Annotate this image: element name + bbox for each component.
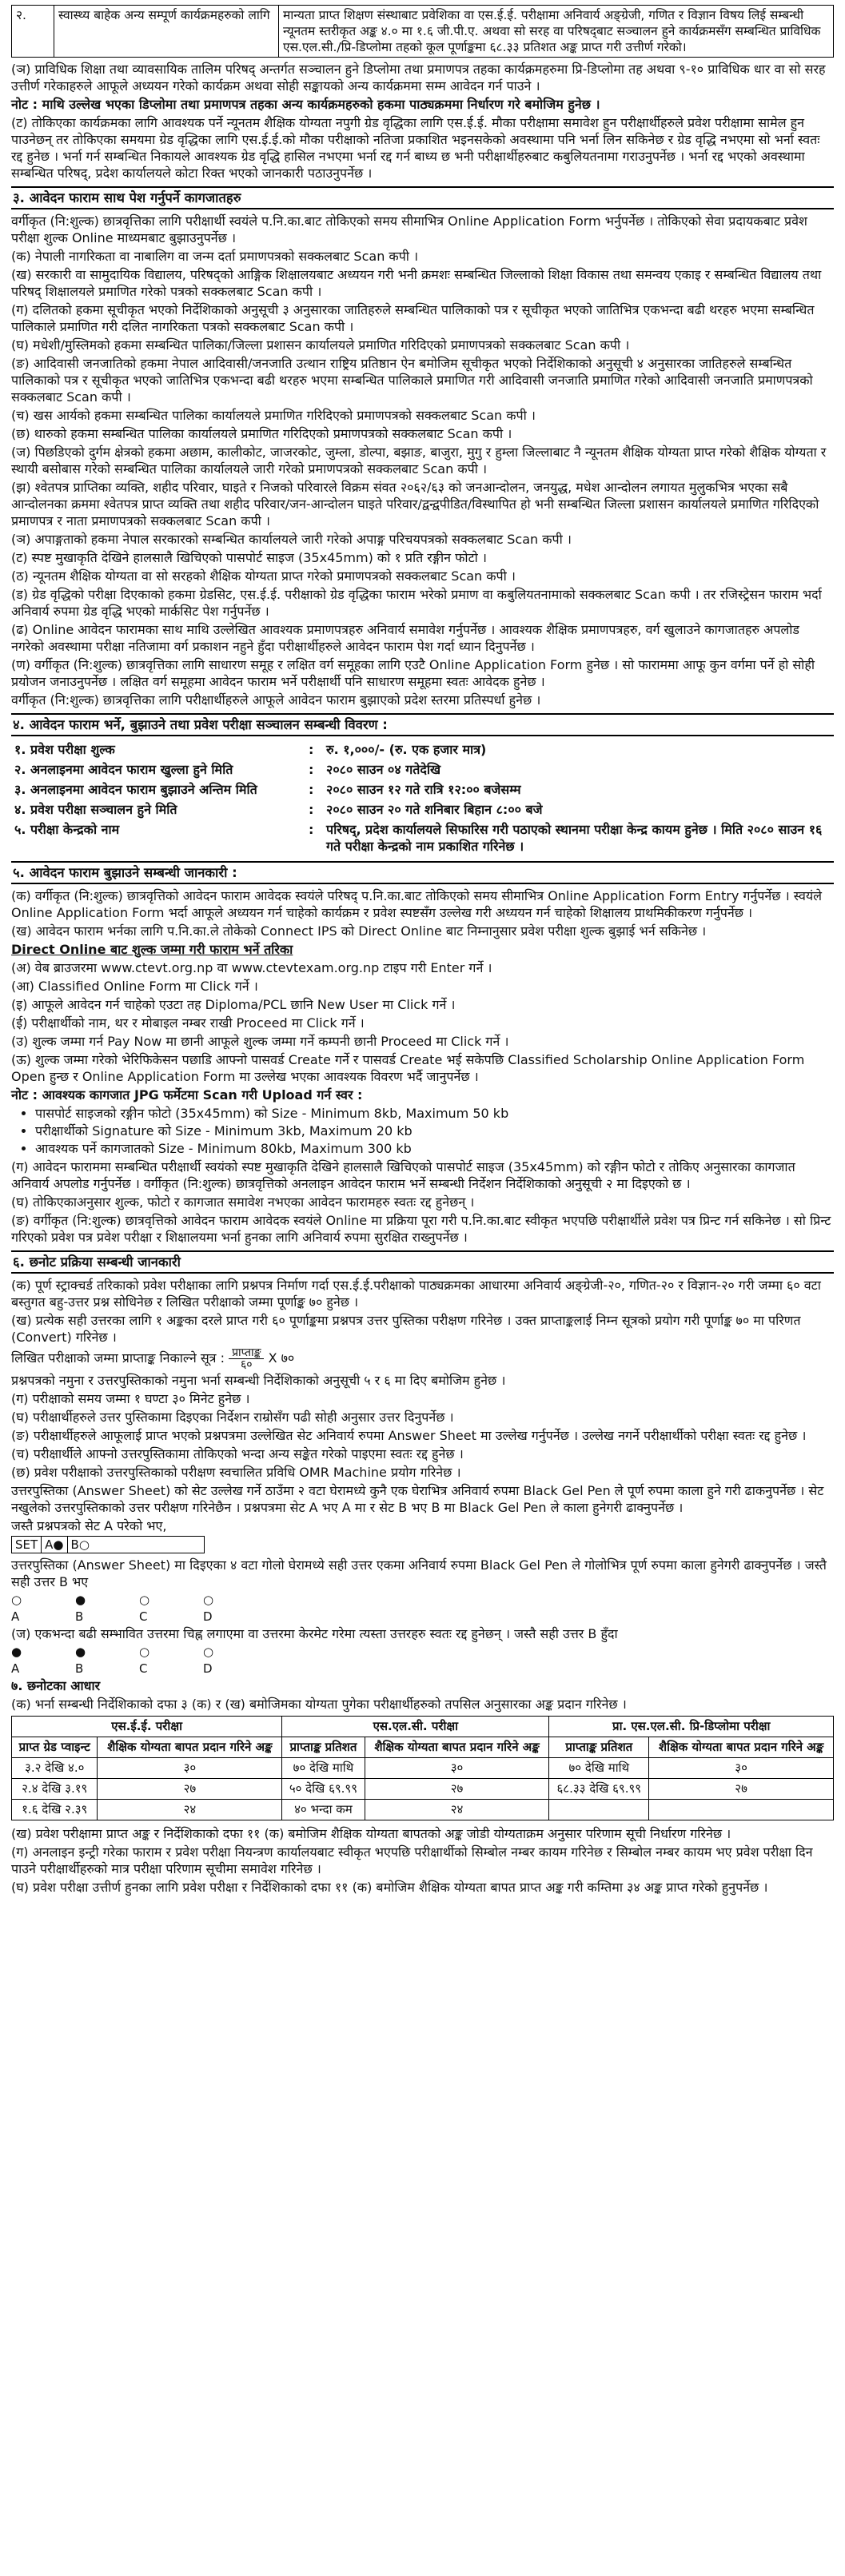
table-row <box>12 1779 834 1800</box>
option-circle: ○ <box>11 1593 22 1607</box>
formula-numerator: प्राप्ताङ्क <box>229 1347 264 1359</box>
upload-size-list <box>35 1105 834 1157</box>
table-cell: ३० <box>365 1758 549 1779</box>
table-row: २. अनलाइनमा आवेदन फाराम खुल्ला हुने मिति : २०८० साउन ०४ गतेदेखि <box>11 760 834 780</box>
list-item: प्रश्नपत्रको नमुना र उत्तरपुस्तिकाको नमुना भर्ना सम्बन्धी निर्देशिकाको अनुसूची ५ र ६ मा दिए बमोजिम हुनेछ । <box>11 1373 506 1388</box>
list-item: (ग) आवेदन फाराममा सम्बन्धित परीक्षार्थी स्वयंको स्पष्ट मुखाकृति देखिने हालसालै खिचिएको पासपोर्ट साइज (35x45mm) को रङ्गीन फोटो र तोकिए अनुसारका कागजात अनिवार्य अपलोड गर्नुपर्नेछ । वर्गीकृत (नि:शुल्क) छात्रवृत्तिको अनलाइन आवेदन फाराम भर्ने सम्बन्धी निर्देशन निर्देशिकाको अनुसूची २ मा दिइएको छ । <box>11 1159 795 1191</box>
table-cell: ४० भन्दा कम <box>282 1800 365 1820</box>
table-cell: ३० <box>98 1758 282 1779</box>
schedule-value: २०८० साउन १२ गते रात्रि १२:०० बजेसम्म <box>326 782 521 797</box>
schedule-table <box>11 740 834 856</box>
step-item: (आ) Classified Online Form मा Click गर्ने । <box>11 979 258 994</box>
table-cell <box>549 1800 649 1820</box>
set-option-a: A● <box>42 1537 67 1553</box>
basis-text: (क) भर्ना सम्बन्धी निर्देशिकाको दफा ३ (क) र (ख) बमोजिमका योग्यता पुगेका परीक्षार्थीहरुको तपसिल अनुसारका अङ्क प्रदान गरिनेछ । <box>11 1697 627 1712</box>
list-item: (ञ) अपाङ्गताको हकमा नेपाल सरकारको सम्बन्धित कार्यालयले जारी गरेको अपाङ्ग परिचयपत्रको सक्कलबाट Scan कपी । <box>11 532 572 547</box>
section-heading: ३. आवेदन फाराम साथ पेश गर्नुपर्ने कागजातहरु <box>11 186 834 209</box>
list-item: (छ) थारुको हकमा सम्बन्धित पालिका कार्यालयले प्रमाणित गरिदिएको प्रमाणपत्रको सक्कलबाट Scan कपी । <box>11 426 512 441</box>
upload-note: नोट : आवश्यक कागजात JPG फर्मेटमा Scan गरी Upload गर्न स्‍वर : <box>11 1087 363 1103</box>
list-item: (क) पूर्ण स्ट्राक्चर्ड तरिकाको प्रवेश परीक्षाका लागि प्रश्नपत्र निर्माण गर्दा एस.ई.ई.परीक्षाको पाठ्यक्रमका आधारमा अनिवार्य अङ्ग्रेजी-२०, गणित-२० र विज्ञान-२० गरी जम्मा ६० वटा बस्तुगत बहु-उत्तर प्रश्न सोधिनेछ र लिखित परीक्षाको जम्मा पूर्णाङ्क ७० हुनेछ । <box>11 1278 821 1310</box>
intro-note: नोट : माथि उल्लेख भएका डिप्लोमा तथा प्रमाणपत्र तहका अन्य कार्यक्रमहरुको हकमा पाठ्यक्रममा निर्धारण गरे बमोजिम हुनेछ । <box>11 97 600 112</box>
option-circle: ● <box>11 1645 22 1659</box>
list-item: (ङ) आदिवासी जनजातिको हकमा नेपाल आदिवासी/जनजाति उत्थान राष्ट्रिय प्रतिष्ठान ऐन बमोजिम सूचीकृत भएको निर्देशिकाको अनुसूची ४ अनुसारका जातिहरुले सम्बन्धित पालिकाको पत्र र सूचीकृत भएको जातिभित्र एकभन्दा बढी थरहरु भएमा सम्बन्धित पालिकाले प्रमाणित गरी आदिवासी जनजाति प्रमाणित गरेको आदिवासी जनजाति प्रमाणपत्रको सक्कलबाट Scan कपी । <box>11 356 813 405</box>
column-group: एस.एल.सी. परीक्षा <box>282 1717 549 1737</box>
schedule-label: १. प्रवेश परीक्षा शुल्क <box>14 742 115 757</box>
list-item: जस्तै प्रश्नपत्रको सेट A परेको भए, <box>11 1518 167 1533</box>
table-row <box>12 1758 834 1779</box>
list-item: (ख) सरकारी वा सामुदायिक विद्यालय, परिषद्को आङ्गिक शिक्षालयबाट अध्ययन गरी भनी क्रमशः सम्बन्धित जिल्लाको शिक्षा विकास तथा समन्वय एकाइ र सम्बन्धित विद्यालय तथा परिषद् शिक्षालयले प्रमाणित गरेको पत्रको सक्कलबाट Scan कपी । <box>11 267 822 299</box>
table-cell: २७ <box>365 1779 549 1800</box>
formula-denominator: ६० <box>241 1358 253 1371</box>
schedule-value: परिषद्, प्रदेश कार्यालयले सिफारिस गरी पठाएको स्थानमा परीक्षा केन्द्र कायम हुनेछ । मिति २०८० साउन १६ गते परीक्षा केन्द्रको नाम प्रकाशित गरिनेछ । <box>326 822 823 854</box>
list-item: उत्तरपुस्तिका (Answer Sheet) मा दिइएका ४ वटा गोलो घेरामध्ये सही उत्तर एकमा अनिवार्य रुपमा Black Gel Pen ले गोलोभित्र पूर्ण रुपमा काला हुनेगरी ढाक्नुपर्नेछ । जस्तै सही उत्तर B भए <box>11 1557 827 1589</box>
table-cell: २.४ देखि ३.१९ <box>12 1779 98 1800</box>
list-item: (च) खस आर्यको हकमा सम्बन्धित पालिका कार्यालयले प्रमाणित गरिदिएको प्रमाणपत्रको सक्कलबाट Scan कपी । <box>11 408 536 423</box>
option-circle: ○ <box>139 1593 150 1607</box>
schedule-label: ५. परीक्षा केन्द्रको नाम <box>14 822 120 837</box>
list-item: (घ) मधेशी/मुस्लिमको हकमा सम्बन्धित पालिका/जिल्ला प्रशासन कार्यालयले प्रमाणित गरिदिएको प्रमाणपत्रको सक्कलबाट Scan कपी । <box>11 337 630 353</box>
table-row: ३. अनलाइनमा आवेदन फाराम बुझाउने अन्तिम मिति : २०८० साउन १२ गते रात्रि १२:०० बजेसम्म <box>11 780 834 800</box>
column-group: एस.ई.ई. परीक्षा <box>12 1717 282 1737</box>
table-row <box>12 6 834 58</box>
table-header-row <box>12 1737 834 1758</box>
list-item: वर्गीकृत (नि:शुल्क) छात्रवृत्तिका लागि परीक्षार्थी स्वयंले प.नि.का.बाट तोकिएको समय सीमाभित्र Online Application Form भर्नुपर्नेछ । तोकिएको सेवा प्रदायकबाट प्रवेश परीक्षा शुल्क Online माध्यमबाट बुझाउनुपर्नेछ । <box>11 213 807 245</box>
list-item: (क) नेपाली नागरिकता वा नाबालिग वा जन्म दर्ता प्रमाणपत्रको सक्कलबाट Scan कपी । <box>11 249 419 264</box>
table-cell: ५० देखि ६९.९९ <box>282 1779 365 1800</box>
schedule-label: ४. प्रवेश परीक्षा सञ्चालन हुने मिति <box>14 802 177 817</box>
schedule-value: २०८० साउन ०४ गतेदेखि <box>326 762 441 777</box>
intro-para: (ञ) प्राविधिक शिक्षा तथा व्यावसायिक तालिम परिषद् अन्तर्गत सञ्चालन हुने डिप्लोमा तथा प्रमाणपत्र तहका कार्यक्रमहरुमा प्रि-डिप्लोमा तह अथवा ९-१० प्राविधिक धार वा सो सरह उत्तीर्ण गरेकाहरुले आफूले अध्ययन गरेको कार्यक्रम अथवा सोही सङ्कायको अन्य कार्यक्रममा सम्म आवेदन गर्न पाउने । <box>11 62 826 94</box>
row-label: स्वास्थ्य बाहेक अन्य सम्पूर्ण कार्यक्रमहरुको लागि <box>54 6 279 58</box>
column-group: प्रा. एस.एल.सी. प्रि-डिप्लोमा परीक्षा <box>549 1717 834 1737</box>
section-heading: ६. छनोट प्रक्रिया सम्बन्धी जानकारी <box>11 1250 834 1274</box>
table-cell: २४ <box>98 1800 282 1820</box>
step-item: (ई) परीक्षार्थीको नाम, थर र मोबाइल नम्बर राखी Proceed मा Click गर्ने । <box>11 1015 365 1031</box>
list-item: (ख) प्रवेश परीक्षामा प्राप्त अङ्क र निर्देशिकाको दफा ११ (क) बमोजिम शैक्षिक योग्यता बापतको अङ्क जोडी योग्यताक्रम अनुसार परिणाम सूची निर्धारण गरिनेछ । <box>11 1826 731 1841</box>
step-item: (उ) शुल्क जम्मा गर्न Pay Now मा छानी आफूले शुल्क जम्मा गर्ने कम्पनी छानी Proceed मा Click गर्ने । <box>11 1034 509 1049</box>
list-item: (ज) एकभन्दा बढी सम्भावित उत्तरमा चिह्न लगाएमा वा उत्तरमा केरमेट गरेमा त्यस्ता उत्तरहरु स्वतः रद्द हुनेछन् । जस्तै सही उत्तर B हुँदा <box>11 1626 618 1641</box>
step-item: (ऊ) शुल्क जम्मा गरेको भेरिफिकेसन पछाडि आफ्नो पासवर्ड Create गर्ने र पासवर्ड Create भई सकेपछि Classified Scholarship Online Application Form Open हुन्छ र Online Application Form मा उल्लेख भएका आवश्यक विवरण भर्दै जानुपर्नेछ । <box>11 1052 805 1084</box>
formula-line <box>11 1347 834 1370</box>
table-header-row <box>12 1717 834 1737</box>
list-item: (ग) दलितको हकमा सूचीकृत भएको निर्देशिकाको अनुसूची ३ अनुसारका जातिहरुले सम्बन्धित पालिकाको पत्र र सूचीकृत भएको जातिभित्र एकभन्दा बढी थरहरु भएमा सम्बन्धित पालिकाले प्रमाणित गरी दलित नागरिकता पत्रको सक्कलबाट Scan कपी । <box>11 302 815 334</box>
table-row: १. प्रवेश परीक्षा शुल्क : रु. १,०००/- (रु. एक हजार मात्र) <box>11 740 834 760</box>
table-cell: १.६ देखि २.३९ <box>12 1800 98 1820</box>
eligibility-table <box>11 5 834 58</box>
formula-prefix: लिखित परीक्षाको जम्मा प्राप्ताङ्क निकाल्ने सूत्र : <box>11 1350 225 1366</box>
option-circle: ○ <box>203 1645 214 1659</box>
list-item: (घ) तोकिएकाअनुसार शुल्क, फोटो र कागजात समावेश नभएका आवेदन फारामहरु स्वतः रद्द हुनेछन् । <box>11 1194 475 1210</box>
list-item: (ट) स्पष्ट मुखाकृति देखिने हालसालै खिचिएको पासपोर्ट साइज (35x45mm) को १ प्रति रङ्गीन फोटो । <box>11 550 487 565</box>
option-letter: D <box>203 1661 213 1676</box>
table-cell: २४ <box>365 1800 549 1820</box>
grade-table <box>11 1716 834 1820</box>
option-letter: A <box>11 1609 20 1624</box>
column-header: प्राप्ताङ्क प्रतिशत <box>549 1737 649 1758</box>
list-item: (ख) प्रत्येक सही उत्तरका लागि १ अङ्कका दरले प्राप्त गरी ६० पूर्णाङ्कमा प्रश्नपत्र उत्तर पुस्तिका परीक्षण गरिनेछ । उक्त प्राप्ताङ्कलाई निम्न सूत्रको प्रयोग गरी पूर्णाङ्क ७० मा परिणत (Convert) गरिनेछ । <box>11 1313 801 1345</box>
list-item: (ग) परीक्षाको समय जम्मा १ घण्टा ३० मिनेट हुनेछ । <box>11 1391 250 1406</box>
list-item: (ज) पिछडिएको दुर्गम क्षेत्रको हकमा अछाम, कालीकोट, जाजरकोट, जुम्ला, डोल्पा, बझाङ, बाजुरा, मुगु र हुम्ला जिल्लाबाट नै न्यूनतम शैक्षिक योग्यता प्राप्त गरेको शैक्षिक योग्यता र स्थायी बसोबास गरेको सम्बन्धित पालिका कार्यालयले जारी गरेको प्रमाणपत्रको सक्कलबाट Scan कपी । <box>11 445 827 477</box>
list-item: (ढ) Online आवेदन फारामका साथ माथि उल्लेखित आवश्यक प्रमाणपत्रहरु अनिवार्य समावेश गर्नुपर्नेछ । आवश्यक शैक्षिक प्रमाणपत्रहरु, वर्ग खुलाउने कागजातहरु अपलोड नगरेको अवस्थामा परीक्षा नतिजामा वर्ग प्रकाशन नहुने हुँदा परीक्षार्थीहरुले आवेदन फाराम पेश गर्दा ध्यान दिनुपर्नेछ । <box>11 622 799 654</box>
answer-example-correct <box>11 1592 834 1609</box>
list-item: वर्गीकृत (नि:शुल्क) छात्रवृत्तिका लागि परीक्षार्थीहरुले आफूले आवेदन फाराम बुझाएको प्रदेश स्तरमा प्रतिस्पर्धा हुनेछ । <box>11 692 541 708</box>
option-letter: A <box>11 1661 20 1676</box>
set-label: SET <box>12 1537 42 1553</box>
step-item: (इ) आफूले आवेदन गर्न चाहेको एउटा तह Diploma/PCL छानि New User मा Click गर्ने । <box>11 997 456 1012</box>
row-number: २. <box>12 6 54 58</box>
column-header: प्राप्ताङ्क प्रतिशत <box>282 1737 365 1758</box>
table-cell: २७ <box>649 1779 834 1800</box>
option-letter: B <box>75 1609 84 1624</box>
row-text: मान्यता प्राप्त शिक्षण संस्थाबाट प्रवेशिका वा एस.ई.ई. परीक्षामा अनिवार्य अङ्ग्रेजी, गणित र विज्ञान विषय लिई सम्बन्धी न्यूनतम स्तरीकृत अङ्क ४.० मा १.६ जी.पी.ए. अथवा सो सरह वा परिषद्‌बाट सञ्चालन हुने कार्यक्रमसँग सम्बन्धित प्राविधिक एस.एल.सी./प्रि-डिप्लोमा तहको कूल पूर्णाङ्कमा ६८.३३ प्रतिशत अङ्क प्राप्त गरी उत्तीर्ण गरेको। <box>279 6 834 58</box>
column-header: शैक्षिक योग्यता बापत प्रदान गरिने अङ्क <box>365 1737 549 1758</box>
list-item: (ड) ग्रेड वृद्धिको परीक्षा दिएकाको हकमा ग्रेडसिट, एस.ई.ई. परीक्षाको ग्रेड वृद्धिका फाराम भरेको प्रमाण वा कबुलियतनामाको सक्कलबाट Scan कपी । तर रजिस्ट्रेसन फाराम भर्दा अनिवार्य रुपमा ग्रेड वृद्धि भएको मार्कसिट पेश गर्नुपर्नेछ । <box>11 587 822 619</box>
intro-para: (ट) तोकिएका कार्यक्रमका लागि आवश्यक पर्ने न्यूनतम शैक्षिक योग्यता नपुगी ग्रेड वृद्धिका लागि एस.ई.ई. मौका परीक्षामा समावेश हुन परीक्षार्थीहरुले प्रवेश परीक्षामा सामेल हुन पाउनेछन् तर तोकिएका समयमा ग्रेड वृद्धिका लागि एस.ई.ई.को मौका परीक्षाको नतिजा प्रकाशित भइनसकेको अवस्थामा पनि भर्ना लिन सकिनेछ र ग्रेड वृद्धि नभएमा सो भर्ना स्वतः रद्द हुनेछ । भर्ना गर्न सम्बन्धित निकायले आवश्यक ग्रेड वृद्धि हासिल नभएमा भर्ना रद्द गर्न बाध्य छ भनी परीक्षार्थीहरुबाट कबुलियतनामा गराउनुपर्नेछ । भर्ना रद्द भएको अवस्थामा सम्बन्धित परिषद्, प्रदेश कार्यालयले कोटा रिक्त भएको जानकारी पठाउनुपर्नेछ । <box>11 115 820 181</box>
option-circle: ○ <box>203 1593 214 1607</box>
list-item: (ङ) परीक्षार्थीहरुले आफूलाई प्राप्त भएको प्रश्नपत्रमा उल्लेखित सेट अनिवार्य रुपमा Answer Sheet मा उल्लेख गर्नुपर्नेछ । उल्लेख नगर्ने परीक्षार्थीको परीक्षा स्वतः रद्द हुनेछ । <box>11 1428 807 1443</box>
table-cell: २७ <box>98 1779 282 1800</box>
table-row: ५. परीक्षा केन्द्रको नाम : परिषद्, प्रदेश कार्यालयले सिफारिस गरी पठाएको स्थानमा परीक्षा केन्द्र कायम हुनेछ । मिति २०८० साउन १६ गते परीक्षा केन्द्रको नाम प्रकाशित गरिनेछ । <box>11 819 834 856</box>
list-item: • आवश्यक पर्ने कागजातको Size - Minimum 80kb, Maximum 300 kb <box>35 1140 834 1157</box>
table-cell: ३० <box>649 1758 834 1779</box>
section-heading: ५. आवेदन फाराम बुझाउने सम्बन्धी जानकारी : <box>11 861 834 884</box>
column-header: प्राप्त ग्रेड प्वाइन्ट <box>12 1737 98 1758</box>
table-row: ४. प्रवेश परीक्षा सञ्चालन हुने मिति : २०८० साउन २० गते शनिबार बिहान ८:०० बजे <box>11 800 834 819</box>
answer-example-wrong <box>11 1644 834 1661</box>
column-header: शैक्षिक योग्यता बापत प्रदान गरिने अङ्क <box>649 1737 834 1758</box>
option-circle: ● <box>75 1593 86 1607</box>
formula-suffix: X ७० <box>268 1350 295 1366</box>
column-header: शैक्षिक योग्यता बापत प्रदान गरिने अङ्क <box>98 1737 282 1758</box>
formula-fraction <box>229 1347 264 1370</box>
table-row <box>12 1800 834 1820</box>
table-cell: ३.२ देखि ४.० <box>12 1758 98 1779</box>
table-cell: ७० देखि माथि <box>549 1758 649 1779</box>
schedule-label: २. अनलाइनमा आवेदन फाराम खुल्ला हुने मिति <box>14 762 233 777</box>
list-item: (छ) प्रवेश परीक्षाको उत्तरपुस्तिकाको परीक्षण स्वचालित प्रविधि OMR Machine प्रयोग गरिनेछ । <box>11 1465 461 1480</box>
schedule-label: ३. अनलाइनमा आवेदन फाराम बुझाउने अन्तिम मिति <box>14 782 257 797</box>
option-letter: D <box>203 1609 213 1624</box>
list-item: (ख) आवेदन फाराम भर्नका लागि प.नि.का.ले तोकेको Connect IPS को Direct Online बाट निम्नानुसार प्रवेश परीक्षा शुल्क बुझाई भर्न सकिनेछ । <box>11 923 707 939</box>
list-item: उत्तरपुस्तिका (Answer Sheet) को सेट उल्लेख गर्ने ठाउँमा २ वटा घेरामध्ये कुनै एक घेराभित्र अनिवार्य रुपमा Black Gel Pen ले पूर्ण रुपमा काला हुने गरी ढाकनुपर्नेछ । सेट नखुलेको उत्तरपुस्तिकाको उत्तर परीक्षण गरिनेछैन । प्रश्नपत्रमा सेट A भए A मा र सेट B भए B मा Black Gel Pen ले काला हुनेगरी ढाक्नुपर्नेछ । <box>11 1483 824 1515</box>
direct-online-heading: Direct Online बाट शुल्क जम्मा गरी फाराम भर्ने तरिका <box>11 942 293 957</box>
list-item: (ठ) न्यूनतम शैक्षिक योग्यता वा सो सरहको शैक्षिक योग्यता प्राप्त गरेको प्रमाणपत्रको सक्कलबाट Scan कपी । <box>11 568 516 584</box>
option-letters <box>11 1609 834 1625</box>
table-cell: ७० देखि माथि <box>282 1758 365 1779</box>
list-item: • परीक्षार्थीको Signature को Size - Minimum 3kb, Maximum 20 kb <box>35 1123 834 1139</box>
list-item: (ण) वर्गीकृत (नि:शुल्क) छात्रवृत्तिका लागि साधारण समूह र लक्षित वर्ग समूहका लागि एउटै Online Application Form हुनेछ । सो फाराममा आफू कुन वर्गमा पर्ने हो सोही प्रयोजन जनाउनुपर्नेछ । लक्षित वर्ग समूहमा आवेदन फाराम भर्ने परीक्षार्थी पनि साधारण समूहमा स्वतः आवेदक हुनेछ । <box>11 657 815 689</box>
step-item: (अ) वेब ब्राउजरमा www.ctevt.org.np वा www.ctevtexam.org.np टाइप गरी Enter गर्ने । <box>11 960 492 975</box>
list-item: • पासपोर्ट साइजको रङ्गीन फोटो (35x45mm) को Size - Minimum 8kb, Maximum 50 kb <box>35 1105 834 1122</box>
list-item: (ङ) वर्गीकृत (नि:शुल्क) छात्रवृत्तिको आवेदन फाराम आवेदक स्वयंले Online मा प्रक्रिया पूरा गरी प.नि.का.बाट स्वीकृत भएपछि परीक्षार्थीले प्रवेश पत्र प्रिन्ट गर्न सकिनेछ । सो प्रिन्ट गरिएको प्रवेश पत्र प्रवेश परीक्षा र शिक्षालयमा भर्ना हुनका लागि अनिवार्य रुपमा सुरक्षित राख्नुपर्नेछ । <box>11 1213 831 1245</box>
option-circle: ○ <box>139 1645 150 1659</box>
list-item: (घ) परीक्षार्थीहरुले उत्तर पुस्तिकामा दिइएका निर्देशन राम्रोसँग पढी सोही अनुसार उत्तर दिनुपर्नेछ । <box>11 1410 454 1425</box>
option-circle: ● <box>75 1645 86 1659</box>
set-option-b: B○ <box>70 1537 90 1552</box>
table-cell: ६८.३३ देखि ६९.९९ <box>549 1779 649 1800</box>
table-cell <box>649 1800 834 1820</box>
list-item: (घ) प्रवेश परीक्षा उत्तीर्ण हुनका लागि प्रवेश परीक्षा र निर्देशिकाको दफा ११ (क) बमोजिम शैक्षिक योग्यता बापत प्राप्त अङ्क गरी कम्तिमा ३४ अङ्क प्राप्त गरेको हुनुपर्नेछ । <box>11 1880 768 1895</box>
option-letter: C <box>139 1609 148 1624</box>
list-item: (झ) श्वेतपत्र प्राप्तिका व्यक्ति, शहीद परिवार, घाइते र निजको परिवारले विक्रम संवत २०६२/६३ को जनआन्दोलन, जनयुद्ध, मधेश आन्दोलन लगायत मुलुकभित्र भएका सबै आन्दोलनका क्रममा श्वेतपत्र प्राप्त व्यक्ति तथा शहीद परिवार/जन-आन्दोलन घाइते परिवार/द्वन्द्वपीडित/विस्थापित हो भनी सम्बन्धित जिल्ला प्रशासन कार्यालयले प्रमाणित गरिदिएको प्रमाणपत्र र नाता प्रमाणपत्रको सक्कलबाट Scan कपी । <box>11 480 819 528</box>
basis-title: ७. छनोटका आधार <box>11 1678 101 1693</box>
schedule-value: रु. १,०००/- (रु. एक हजार मात्र) <box>326 742 487 757</box>
option-letter: C <box>139 1661 148 1676</box>
section-heading: ४. आवेदन फाराम भर्ने, बुझाउने तथा प्रवेश परीक्षा सञ्चालन सम्बन्धी विवरण : <box>11 713 834 736</box>
schedule-value: २०८० साउन २० गते शनिबार बिहान ८:०० बजे <box>326 802 543 817</box>
set-example <box>11 1536 205 1553</box>
list-item: (ग) अनलाइन इन्ट्री गरेका फाराम र प्रवेश परीक्षा नियन्त्रण कार्यालयबाट स्वीकृत भएपछि परीक्षार्थीको सिम्बोल नम्बर कायम गरिनेछ र सिम्बोल नम्बर कायम भए प्रवेश परीक्षा दिन पाउने परीक्षार्थीहरुको मात्र परीक्षा परिणाम सूचीमा समावेश गरिनेछ । <box>11 1844 813 1876</box>
option-letter: B <box>75 1661 84 1676</box>
list-item: (क) वर्गीकृत (नि:शुल्क) छात्रवृत्तिको आवेदन फाराम आवेदक स्वयंले परिषद् प.नि.का.बाट तोकिएको समय सीमाभित्र Online Application Form Entry गर्नुपर्नेछ । स्वयंले Online Application Form भर्दा आफूले अध्ययन गर्न चाहेको कार्यक्रम र प्रवेश स्पष्टसँग उल्लेख गरी अध्ययन गर्न चाहेको शिक्षालय प्राथमिकीकरण गर्नुपर्नेछ । <box>11 888 822 920</box>
option-letters <box>11 1661 834 1677</box>
list-item: (च) परीक्षार्थीले आफ्नो उत्तरपुस्तिकामा तोकिएको भन्दा अन्य सङ्केत गरेको पाइएमा स्वतः रद्द हुनेछ । <box>11 1446 464 1461</box>
